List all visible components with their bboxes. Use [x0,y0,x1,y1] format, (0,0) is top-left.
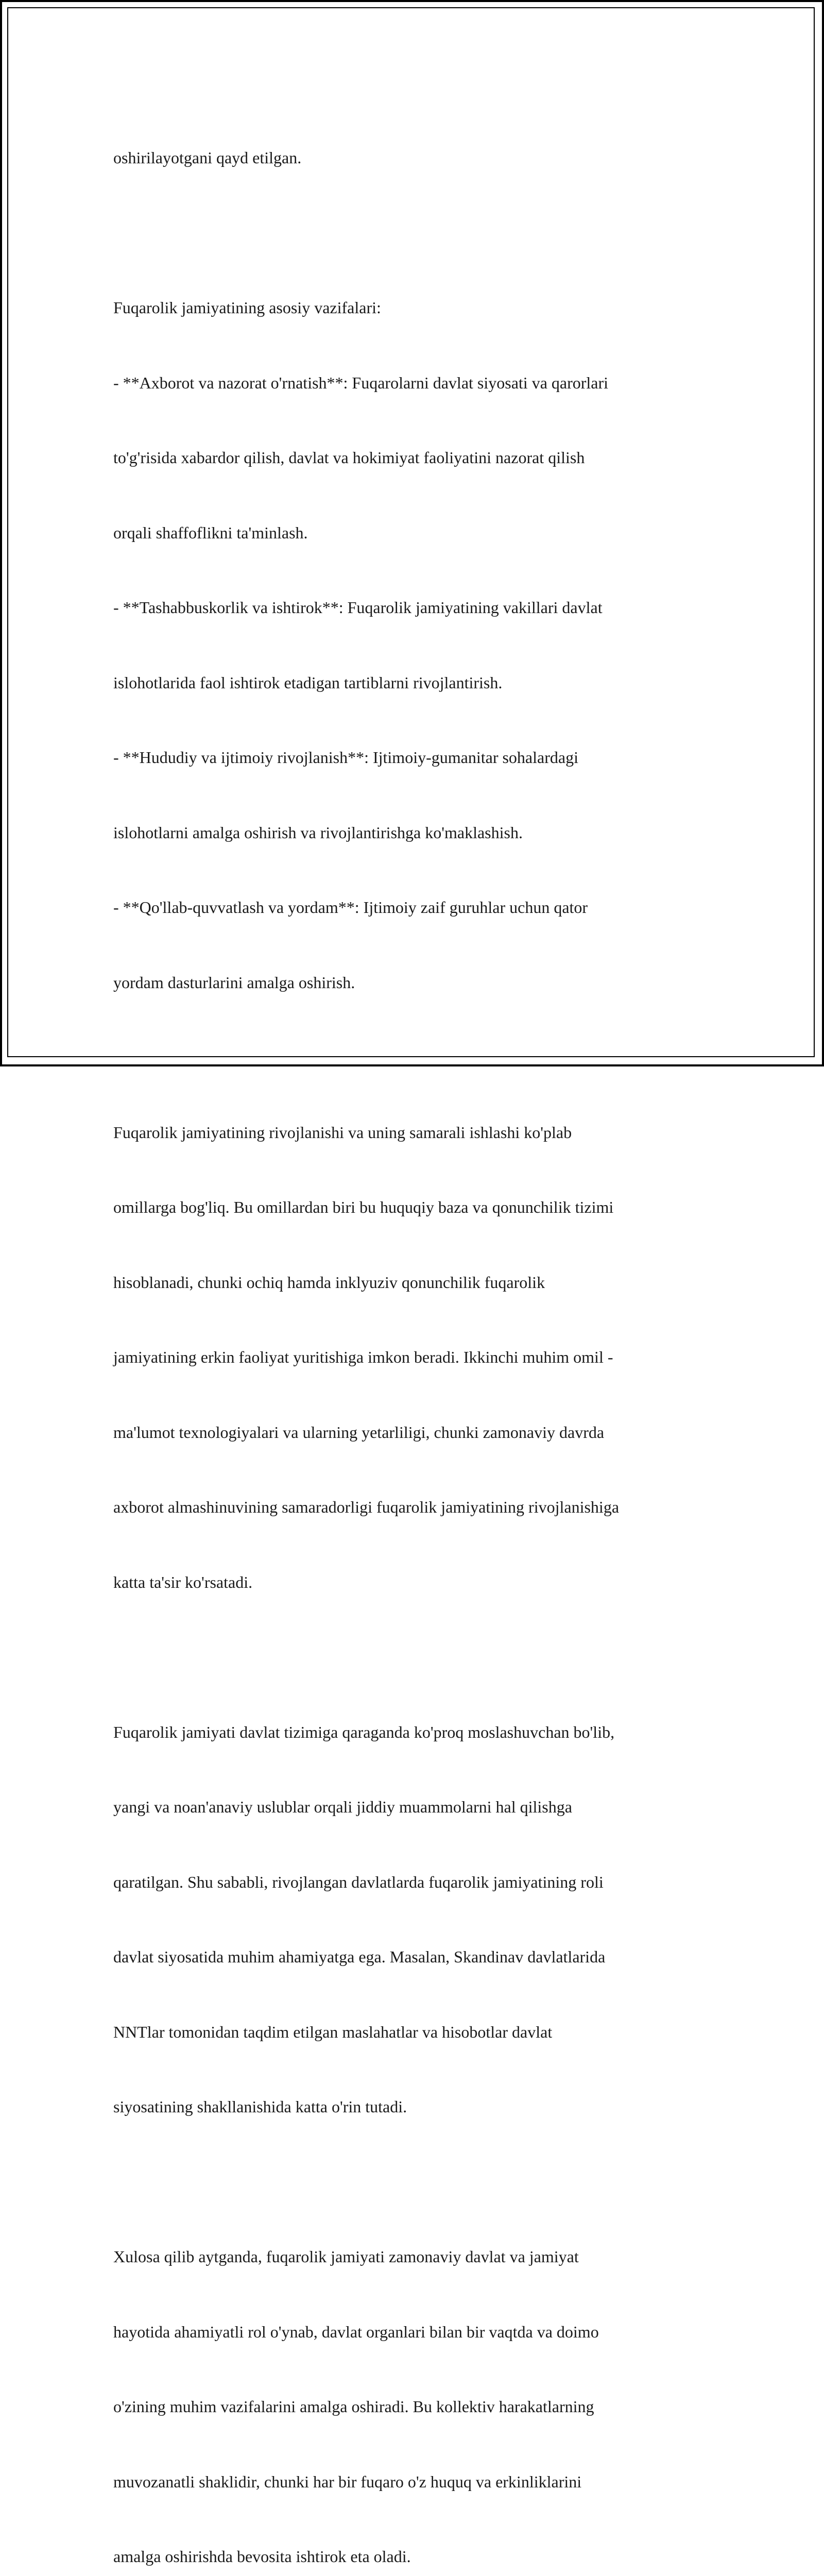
text-line: omillarga bog'liq. Bu omillardan biri bu huquqiy baza va qonunchilik tizimi [113,1198,614,1216]
text-line: ma'lumot texnologiyalari va ularning yetarliligi, chunki zamonaviy davrda [113,1422,605,1442]
text-line: davlat siyosatida muhim ahamiyatga ega. Masalan, Skandinav davlatlarida [113,1947,606,1966]
text-line: - **Hududiy va ijtimoiy rivojlanish**: Ijtimoiy-gumanitar sohalardagi [113,748,578,767]
text-line: qaratilgan. Shu sababli, rivojlangan davlatlarda fuqarolik jamiyatining roli [113,1872,604,1891]
text-line: muvozanatli shaklidir, chunki har bir fuqaro o'z huquq va erkinliklarini [113,2472,582,2491]
blank-line [113,221,716,246]
text-line: jamiyatining erkin faoliyat yuritishiga imkon beradi. Ikkinchi muhim omil - [113,1348,613,1366]
text-line: NNTlar tomonidan taqdim etilgan maslahatlar va hisobotlar davlat [113,2022,553,2041]
blank-line [113,2170,716,2195]
text-line: o'zining muhim vazifalarini amalga oshiradi. Bu kollektiv harakatlarning [113,2397,594,2416]
text-line: yordam dasturlarini amalga oshirish. [113,973,355,992]
text-line: - **Axborot va nazorat o'rnatish**: Fuqarolarni davlat siyosati va qarorlari [113,373,609,392]
text-line: siyosatining shakllanishida katta o'rin tutadi. [113,2097,407,2116]
text-line: Xulosa qilib aytganda, fuqarolik jamiyati zamonaviy davlat va jamiyat [113,2247,579,2266]
text-line: katta ta'sir ko'rsatadi. [113,1572,253,1591]
text-line: axborot almashinuvining samaradorligi fuqarolik jamiyatining rivojlanishiga [113,1498,620,1516]
document-body [113,95,716,2576]
text-line: Fuqarolik jamiyatining rivojlanishi va uning samarali ishlashi ko'plab [113,1123,572,1142]
blank-line [113,1645,716,1670]
text-line: orqali shaffoflikni ta'minlash. [113,523,308,542]
text-line: hayotida ahamiyatli rol o'ynab, davlat organlari bilan bir vaqtda va doimo [113,2322,599,2341]
text-line: - **Qo'llab-quvvatlash va yordam**: Ijtimoiy zaif guruhlar uchun qator [113,898,588,917]
text-line: hisoblanadi, chunki ochiq hamda inklyuziv qonunchilik fuqarolik [113,1273,545,1292]
text-line: Fuqarolik jamiyatining asosiy vazifalari: [113,298,381,317]
text-line: islohotlarida faol ishtirok etadigan tartiblarni rivojlantirish. [113,673,503,692]
text-line: islohotlarni amalga oshirish va rivojlantirishga ko'maklashish. [113,823,523,842]
text-line: yangi va noan'anaviy uslublar orqali jiddiy muammolarni hal qilishga [113,1798,572,1816]
text-line: - **Tashabbuskorlik va ishtirok**: Fuqarolik jamiyatining vakillari davlat [113,598,603,617]
text-line: Fuqarolik jamiyati davlat tizimiga qaraganda ko'proq moslashuvchan bo'lib, [113,1722,615,1741]
blank-line [113,1045,716,1070]
text-line: amalga oshirishda bevosita ishtirok eta oladi. [113,2547,411,2566]
text-line: oshirilayotgani qayd etilgan. [113,148,302,167]
text-line: to'g'risida xabardor qilish, davlat va hokimiyat faoliyatini nazorat qilish [113,448,585,467]
